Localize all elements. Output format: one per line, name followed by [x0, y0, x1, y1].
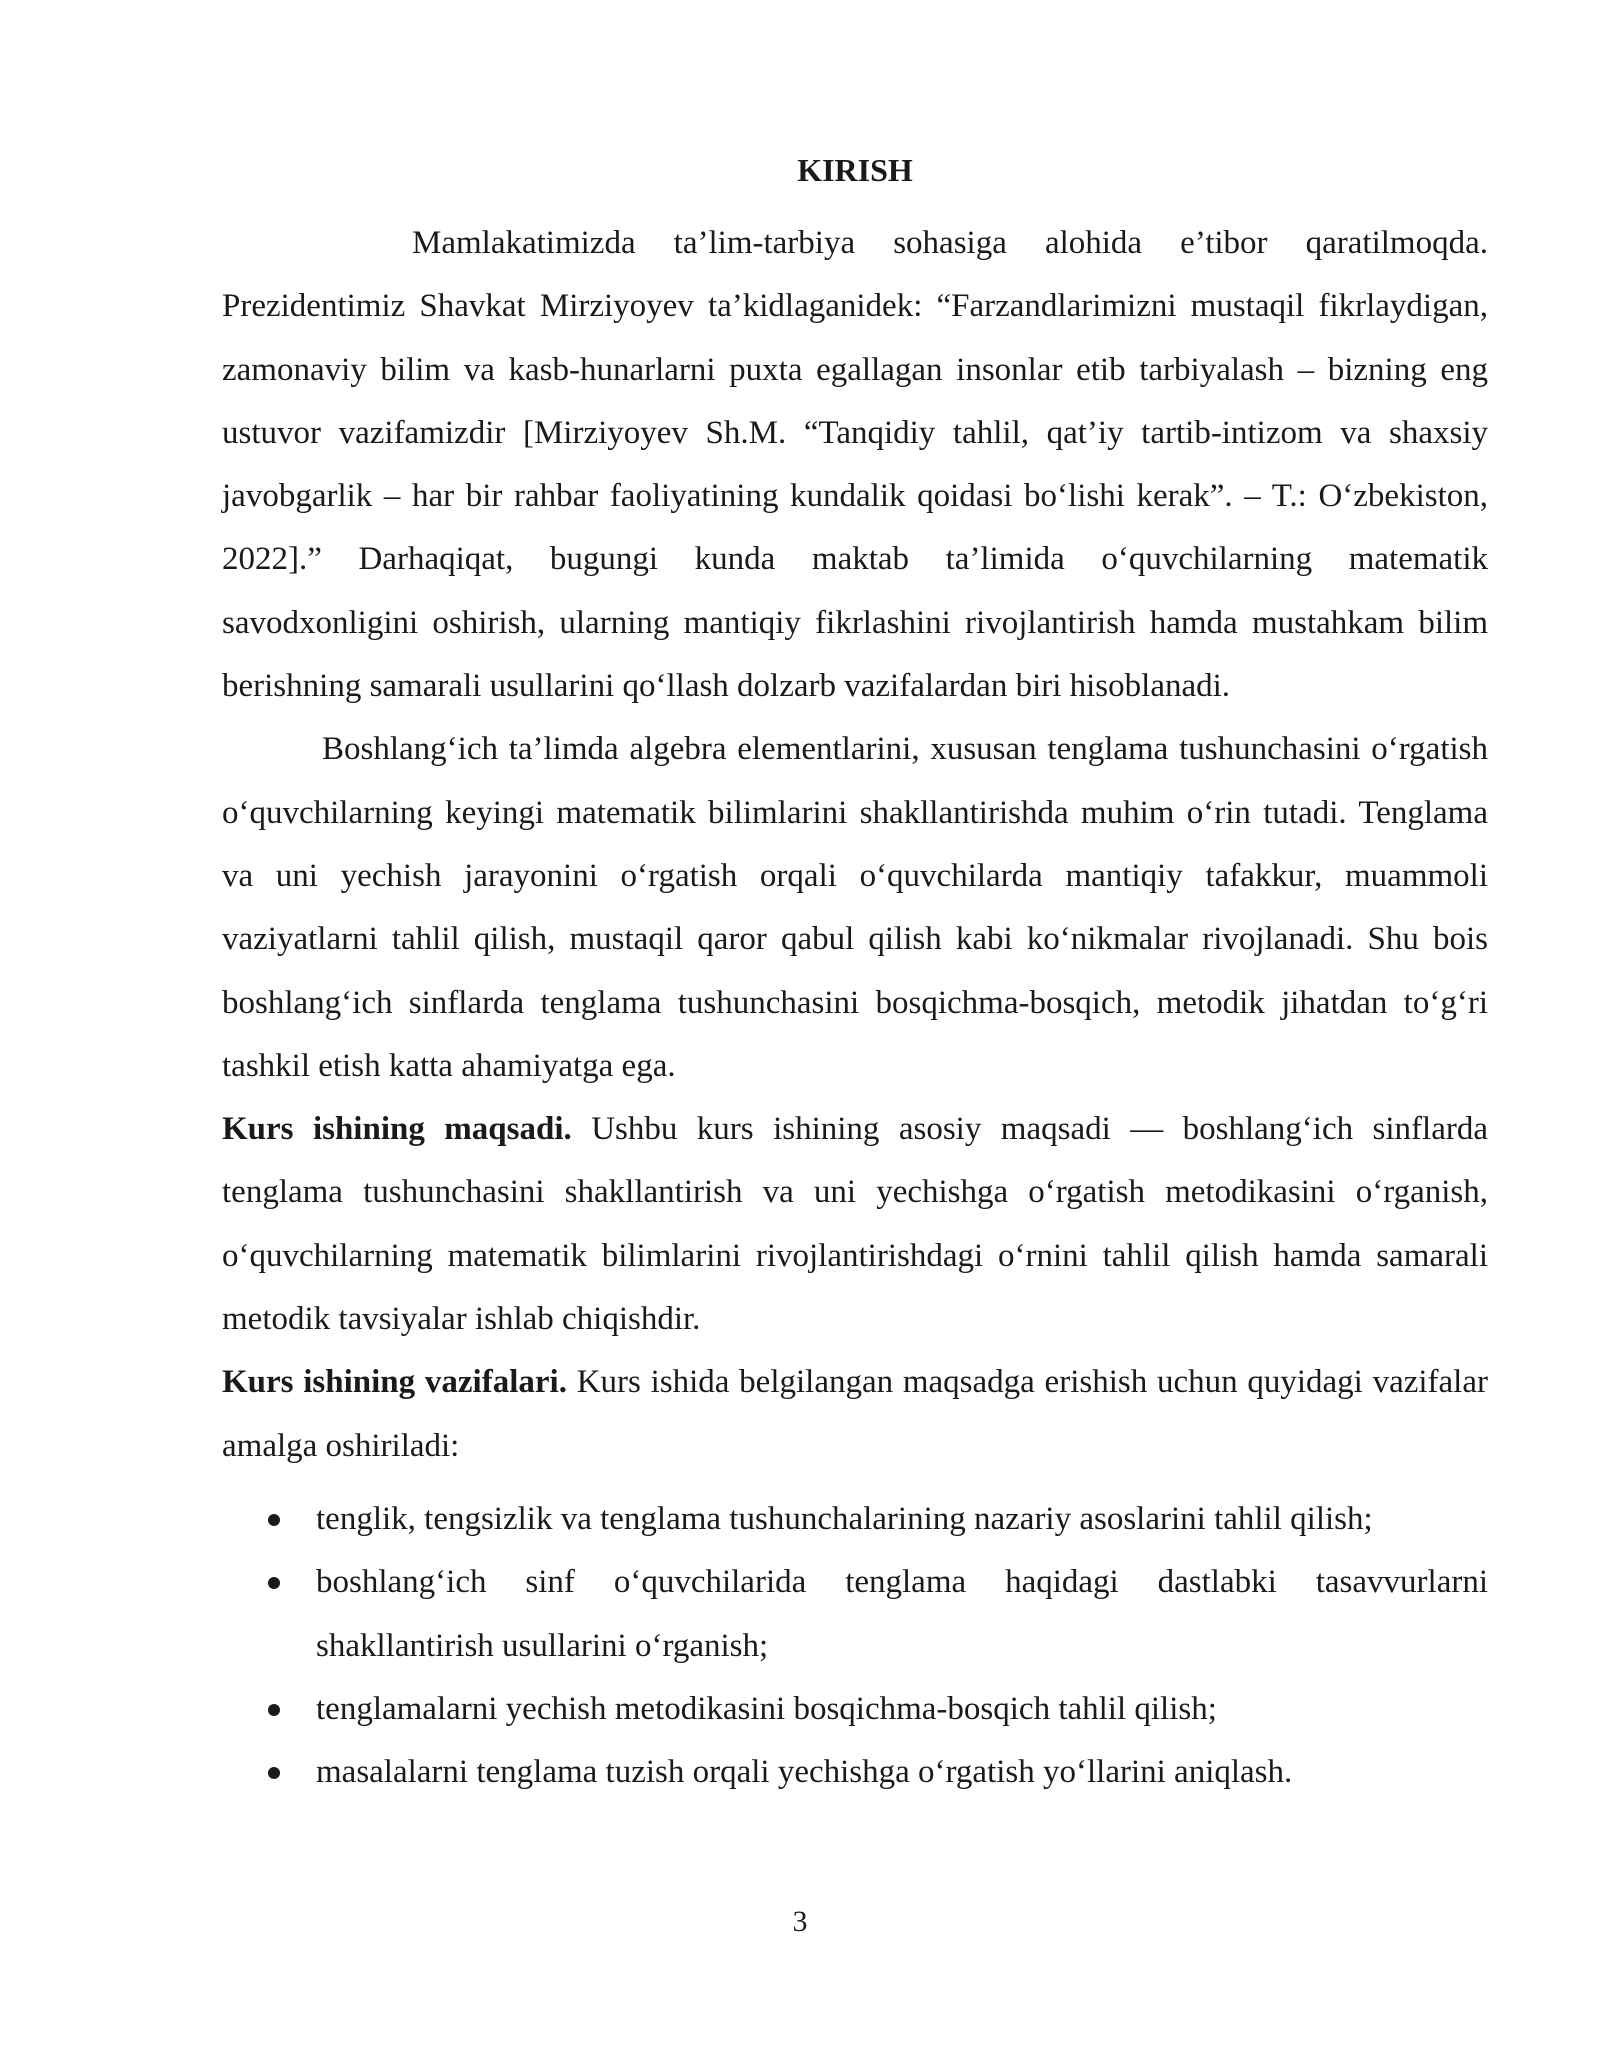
section-title: KIRISH	[797, 152, 913, 188]
goal-text: Ushbu kurs ishining asosiy maqsadi — boshlang‘ich sinflarda tenglama tushunchasini shakllantirish va uni yechishga o‘rgatish metodikasini o‘rganish, o‘quvchilarning matematik bilimlarini rivojlantirishdagi o‘rnini tahlil qilish hamda samarali metodik tavsiyalar ishlab chiqishdir.	[222, 1111, 1488, 1338]
list-item	[222, 1488, 1488, 1551]
bullet-icon	[268, 1514, 280, 1526]
document-page	[222, 148, 1488, 1804]
goal-label: Kurs ishining maqsadi.	[222, 1111, 572, 1148]
tasks-label: Kurs ishining vazifalari.	[222, 1364, 567, 1401]
list-item	[222, 1551, 1488, 1678]
algebra-paragraph: Boshlang‘ich ta’limda algebra elementlarini, xususan tenglama tushunchasini o‘rgatish o‘quvchilarning keyingi matematik bilimlarini shakllantirishda muhim o‘rin tutadi. Tenglama va uni yechish jarayonini o‘rgatish orqali o‘quvchilarda mantiqiy tafakkur, muammoli vaziyatlarni tahlil qilish, mustaqil qaror qabul qilish kabi ko‘nikmalar rivojlanadi. Shu bois boshlang‘ich sinflarda tenglama tushunchasini bosqichma-bosqich, metodik jihatdan to‘g‘ri tashkil etish katta ahamiyatga ega.	[222, 731, 1488, 1084]
page-number: 3	[792, 1905, 808, 1938]
list-item-text: tenglamalarni yechish metodikasini bosqichma-bosqich tahlil qilish;	[316, 1690, 1217, 1727]
tasks-text: Kurs ishida belgilangan maqsadga erishish uchun quyidagi vazifalar amalga oshiriladi:	[222, 1364, 1488, 1464]
bullet-icon	[268, 1577, 280, 1589]
tasks-paragraph	[222, 1351, 1488, 1478]
tasks-list	[222, 1488, 1488, 1804]
list-item-text: tenglik, tengsizlik va tenglama tushunchalarining nazariy asoslarini tahlil qilish;	[316, 1500, 1373, 1537]
list-item	[222, 1741, 1488, 1804]
list-item	[222, 1678, 1488, 1741]
bullet-icon	[268, 1704, 280, 1716]
list-item-text: boshlang‘ich sinf o‘quvchilarida tenglama haqidagi dastlabki tasavvurlarni shakllantirish usullarini o‘rganish;	[316, 1564, 1488, 1664]
bullet-icon	[268, 1767, 280, 1779]
intro-paragraph: Mamlakatimizda ta’lim-tarbiya sohasiga alohida e’tibor qaratilmoqda. Prezidentimiz Shavkat Mirziyoyev ta’kidlaganidek: “Farzandlarimizni mustaqil fikrlaydigan, zamonaviy bilim va kasb-hunarlarni puxta egallagan insonlar etib tarbiyalash – bizning eng ustuvor vazifamizdir [Mirziyoyev Sh.M. “Tanqidiy tahlil, qat’iy tartib-intizom va shaxsiy javobgarlik – har bir rahbar faoliyatining kundalik qoidasi bo‘lishi kerak”. – T.: O‘zbekiston, 2022].” Darhaqiqat, bugungi kunda maktab ta’limida o‘quvchilarning matematik savodxonligini oshirish, ularning mantiqiy fikrlashini rivojlantirish hamda mustahkam bilim berishning samarali usullarini qo‘llash dolzarb vazifalardan biri hisoblanadi.	[222, 225, 1488, 705]
list-item-text: masalalarni tenglama tuzish orqali yechishga o‘rgatish yo‘llarini aniqlash.	[316, 1754, 1293, 1791]
goal-paragraph	[222, 1098, 1488, 1351]
